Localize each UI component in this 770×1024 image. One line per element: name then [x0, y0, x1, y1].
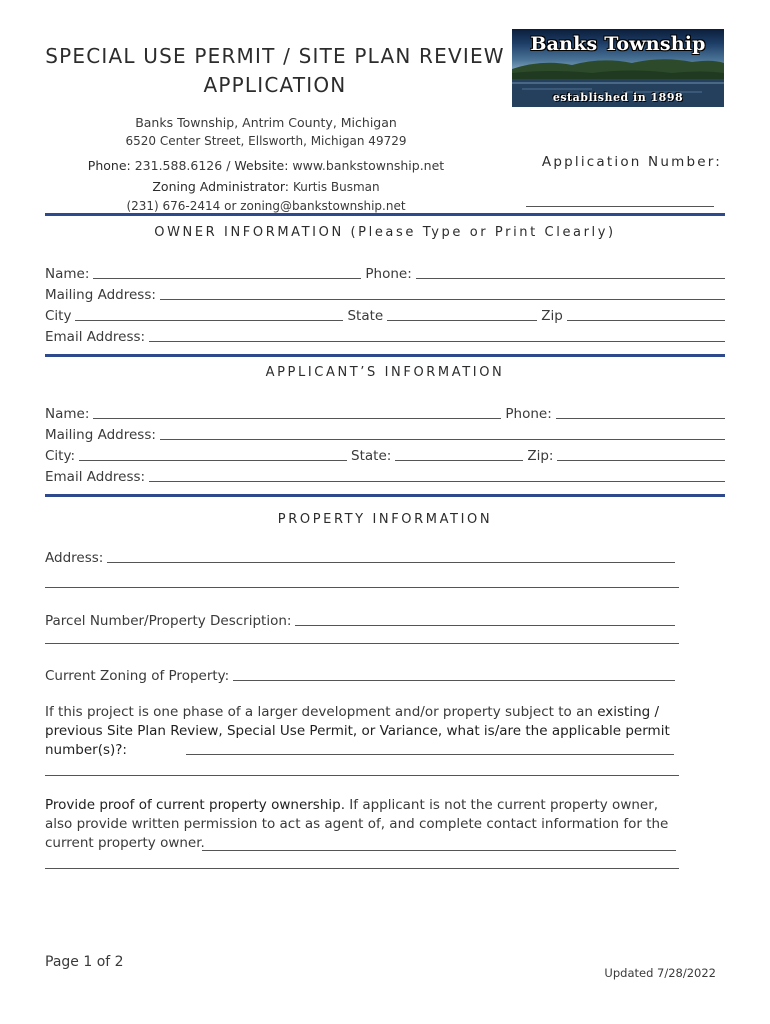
owner-mailing-row [45, 285, 725, 303]
website-label: Website: [234, 158, 289, 173]
admin-contact: (231) 676-2414 or zoning@bankstownship.net [126, 199, 406, 213]
applicant-zip-label: Zip: [527, 448, 554, 464]
parcel-field-line2[interactable] [45, 643, 679, 644]
owner-state-field[interactable] [387, 320, 537, 321]
prior-permits-emphasis: existing / previous Site Plan Review, Special Use Permit, or Variance, what is/are the applicable permit number(s)?: [45, 704, 670, 758]
prior-permits-field[interactable] [186, 754, 674, 755]
applicant-email-label: Email Address: [45, 469, 146, 485]
applicant-zip-field[interactable] [557, 460, 725, 461]
applicant-state-field[interactable] [395, 460, 523, 461]
section-rule [45, 213, 725, 216]
phone-value: 231.588.6126 [134, 158, 223, 173]
website-value: www.bankstownship.net [292, 158, 445, 173]
applicant-email-field[interactable] [149, 481, 725, 482]
applicant-mailing-label: Mailing Address: [45, 427, 156, 443]
logo-name: Banks Township [530, 33, 706, 55]
org-address: 6520 Center Street, Ellsworth, Michigan 49729 [125, 134, 407, 148]
owner-city-row [45, 306, 725, 324]
applicant-city-row [45, 446, 725, 464]
application-number-label: Application Number: [541, 154, 722, 170]
property-section-heading: PROPERTY INFORMATION [277, 512, 493, 527]
page-number: Page 1 of 2 [45, 954, 124, 970]
owner-city-label: City [45, 308, 72, 324]
zoning-row [45, 666, 675, 684]
owner-state-label: State [347, 308, 384, 324]
parcel-row [45, 611, 675, 629]
owner-phone-field[interactable] [416, 278, 725, 279]
property-address-row [45, 548, 675, 566]
updated-date: Updated 7/28/2022 [604, 966, 716, 980]
property-address-field[interactable] [107, 562, 675, 563]
owner-email-label: Email Address: [45, 329, 146, 345]
owner-zip-field[interactable] [567, 320, 725, 321]
owner-section-heading: OWNER INFORMATION (Please Type or Print Clearly) [154, 225, 616, 240]
owner-contact-field-line2[interactable] [45, 868, 679, 869]
parcel-label: Parcel Number/Property Description: [45, 613, 292, 629]
zoning-field[interactable] [233, 680, 675, 681]
application-number-field[interactable] [526, 206, 714, 207]
applicant-state-label: State: [351, 448, 392, 464]
section-rule [45, 354, 725, 357]
owner-email-field[interactable] [149, 341, 725, 342]
owner-zip-label: Zip [541, 308, 563, 324]
owner-mailing-label: Mailing Address: [45, 287, 156, 303]
applicant-phone-label: Phone: [505, 406, 552, 422]
prior-permits-text: If this project is one phase of a larger development and/or property subject to an [45, 704, 598, 720]
applicant-name-row [45, 404, 725, 422]
applicant-email-row [45, 467, 725, 485]
contact-line: Phone: 231.588.6126 / Website: www.bankstownship.net [87, 158, 445, 173]
ownership-proof-text: If applicant is not the current property owner, also provide written permission to act as agent of, and complete contact information for the current property owner. [45, 797, 669, 851]
owner-mailing-field[interactable] [160, 299, 725, 300]
applicant-city-field[interactable] [79, 460, 347, 461]
org-line: Banks Township, Antrim County, Michigan [135, 115, 397, 130]
prior-permits-field-line2[interactable] [45, 775, 679, 776]
property-address-label: Address: [45, 550, 104, 566]
applicant-city-label: City: [45, 448, 76, 464]
zoning-label: Current Zoning of Property: [45, 668, 230, 684]
banks-township-logo [512, 29, 724, 107]
owner-phone-label: Phone: [365, 266, 412, 282]
owner-name-field[interactable] [93, 278, 361, 279]
phone-label: Phone: [87, 158, 131, 173]
form-title-line2: APPLICATION [203, 73, 347, 97]
applicant-phone-field[interactable] [556, 418, 725, 419]
admin-value: Kurtis Busman [292, 180, 380, 194]
parcel-field[interactable] [295, 625, 675, 626]
logo-established: established in 1898 [552, 91, 684, 104]
applicant-name-field[interactable] [93, 418, 501, 419]
owner-name-label: Name: [45, 266, 90, 282]
section-rule [45, 494, 725, 497]
admin-line [60, 179, 472, 194]
owner-name-row [45, 264, 725, 282]
owner-city-field[interactable] [75, 320, 343, 321]
prior-permits-question [45, 703, 685, 760]
property-address-field-line2[interactable] [45, 587, 679, 588]
owner-contact-field[interactable] [202, 850, 676, 851]
form-title-line1: SPECIAL USE PERMIT / SITE PLAN REVIEW [45, 44, 505, 68]
owner-email-row [45, 327, 725, 345]
form-title [40, 42, 510, 100]
ownership-proof-emphasis: Provide proof of current property ownership. [45, 797, 345, 813]
applicant-mailing-row [45, 425, 725, 443]
ownership-proof-instructions [45, 796, 685, 853]
applicant-name-label: Name: [45, 406, 90, 422]
applicant-mailing-field[interactable] [160, 439, 725, 440]
admin-label: Zoning Administrator: [152, 179, 289, 194]
applicant-section-heading: APPLICANT’S INFORMATION [265, 365, 505, 380]
